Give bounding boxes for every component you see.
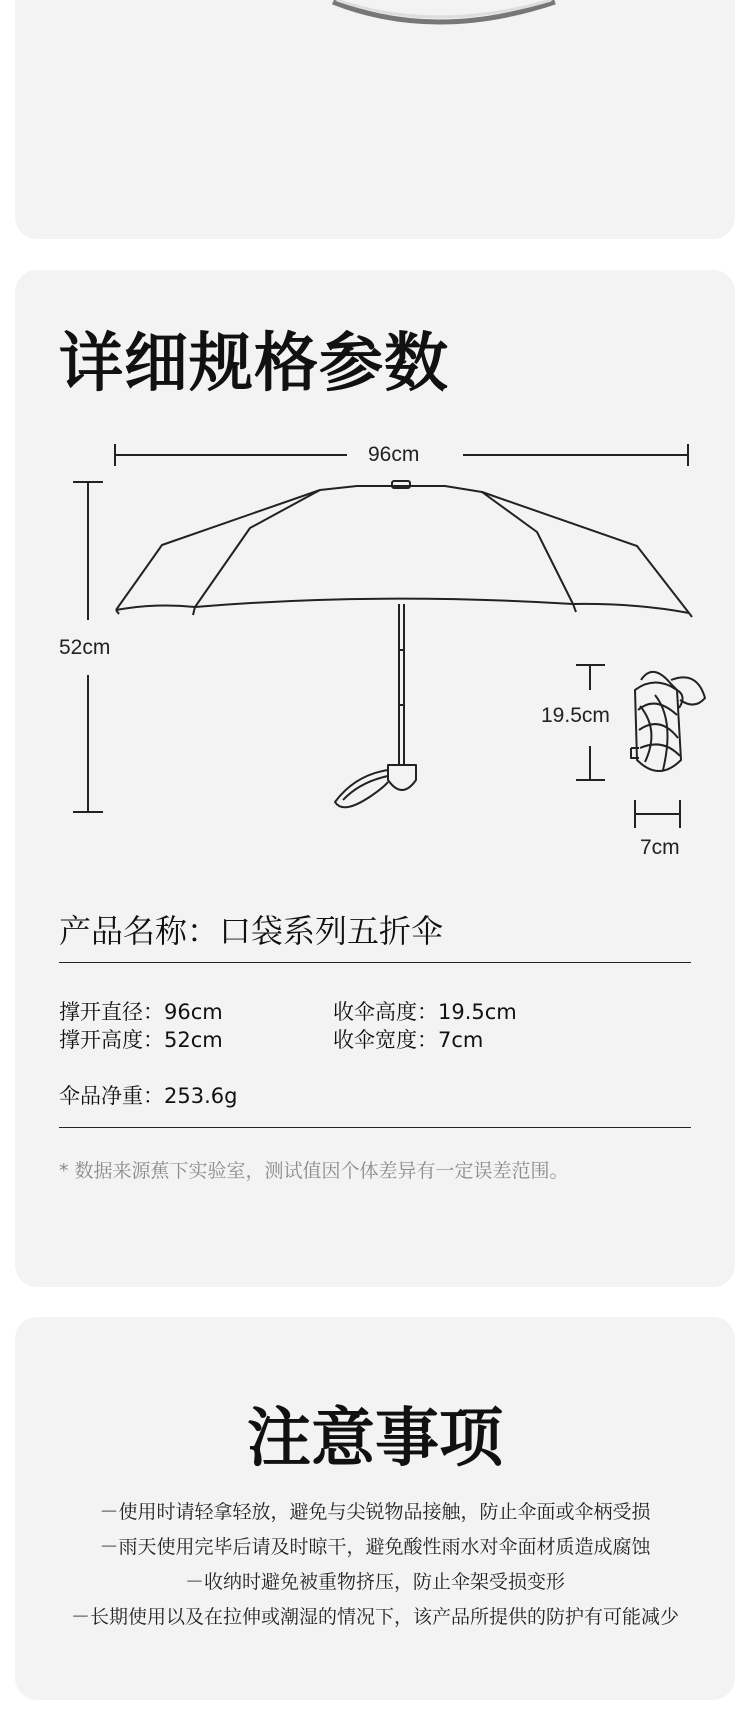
- spec-open-height: 撑开高度：52cm: [59, 1028, 223, 1052]
- divider-top: [59, 962, 691, 963]
- umbrella-closeup-edge: [15, 0, 735, 40]
- spec-title: 详细规格参数: [59, 327, 449, 401]
- note-item: －长期使用以及在拉伸或潮湿的情况下，该产品所提供的防护有可能减少: [70, 1606, 679, 1628]
- spec-net-weight: 伞品净重：253.6g: [59, 1084, 238, 1108]
- note-item: －收纳时避免被重物挤压，防止伞架受损变形: [184, 1571, 565, 1593]
- spec-folded-height: 收伞高度：19.5cm: [333, 1000, 517, 1024]
- note-item: －雨天使用完毕后请及时晾干，避免酸性雨水对伞面材质造成腐蚀: [99, 1536, 651, 1558]
- spec-open-diameter: 撑开直径：96cm: [59, 1000, 223, 1024]
- folded-height-label: 19.5cm: [541, 704, 610, 727]
- width-label: 96cm: [368, 443, 420, 466]
- note-item: －使用时请轻拿轻放，避免与尖锐物品接触，防止伞面或伞柄受损: [99, 1501, 651, 1523]
- spec-folded-width: 收伞宽度：7cm: [333, 1028, 484, 1052]
- folded-width-dimension-line: [15, 270, 735, 870]
- divider-bottom: [59, 1127, 691, 1128]
- top-card: [15, 0, 735, 239]
- product-name: 产品名称：口袋系列五折伞: [59, 912, 444, 950]
- height-label: 52cm: [59, 636, 111, 659]
- disclaimer: * 数据来源蕉下实验室，测试值因个体差异有一定误差范围。: [59, 1160, 569, 1182]
- spec-card: [15, 270, 735, 1287]
- folded-width-label: 7cm: [640, 836, 680, 859]
- notes-title: 注意事项: [247, 1402, 503, 1476]
